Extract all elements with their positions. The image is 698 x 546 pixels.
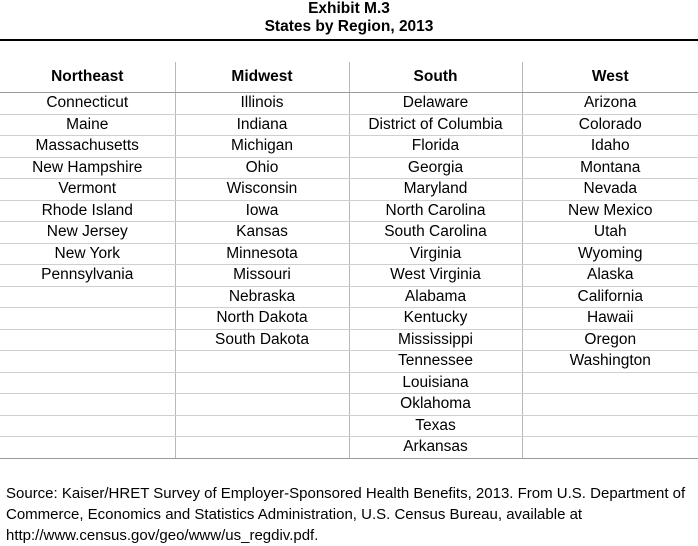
state-cell-northeast: Vermont (0, 179, 175, 201)
column-header-northeast: Northeast (0, 62, 175, 93)
state-cell-west: Idaho (522, 136, 698, 158)
state-cell-west: New Mexico (522, 200, 698, 222)
state-cell-northeast: Rhode Island (0, 200, 175, 222)
state-cell-northeast: Maine (0, 114, 175, 136)
state-cell-midwest: Kansas (175, 222, 349, 244)
state-cell-west: Oregon (522, 329, 698, 351)
state-cell-midwest: Michigan (175, 136, 349, 158)
source-note: Source: Kaiser/HRET Survey of Employer-Sponsored Health Benefits, 2013. From U.S. Department of Commerce, Economics and Statistics Administration, U.S. Census Bureau, available at http://www.census.gov/geo/www/us_regdiv.pdf. (6, 485, 686, 544)
state-cell-south: Arkansas (349, 437, 522, 459)
state-cell-midwest: North Dakota (175, 308, 349, 330)
exhibit-title-block (0, 0, 698, 36)
table-row (0, 136, 698, 158)
exhibit-subtitle: States by Region, 2013 (264, 18, 434, 35)
state-cell-midwest (175, 415, 349, 437)
state-cell-west: Colorado (522, 114, 698, 136)
column-header-south: South (349, 62, 522, 93)
table-row (0, 372, 698, 394)
state-cell-south: District of Columbia (349, 114, 522, 136)
state-cell-northeast (0, 437, 175, 459)
state-cell-south: Florida (349, 136, 522, 158)
state-cell-south: North Carolina (349, 200, 522, 222)
table-row (0, 286, 698, 308)
table-row (0, 179, 698, 201)
state-cell-south: Mississippi (349, 329, 522, 351)
table-row (0, 437, 698, 459)
state-cell-south: Alabama (349, 286, 522, 308)
state-cell-west: Wyoming (522, 243, 698, 265)
table-body (0, 93, 698, 459)
state-cell-northeast (0, 286, 175, 308)
state-cell-south: Maryland (349, 179, 522, 201)
state-cell-west (522, 394, 698, 416)
states-by-region-table (0, 62, 698, 459)
exhibit-label: Exhibit M.3 (308, 0, 390, 17)
column-header-midwest: Midwest (175, 62, 349, 93)
state-cell-west (522, 437, 698, 459)
table-row (0, 243, 698, 265)
state-cell-midwest: Indiana (175, 114, 349, 136)
state-cell-south: Oklahoma (349, 394, 522, 416)
table-row (0, 93, 698, 115)
state-cell-south: Louisiana (349, 372, 522, 394)
state-cell-south: West Virginia (349, 265, 522, 287)
state-cell-midwest (175, 437, 349, 459)
table-row (0, 351, 698, 373)
state-cell-west: Alaska (522, 265, 698, 287)
state-cell-midwest: South Dakota (175, 329, 349, 351)
state-cell-south: Kentucky (349, 308, 522, 330)
state-cell-midwest (175, 372, 349, 394)
table-row (0, 308, 698, 330)
table-row (0, 222, 698, 244)
state-cell-midwest: Illinois (175, 93, 349, 115)
state-cell-midwest: Nebraska (175, 286, 349, 308)
state-cell-south: Georgia (349, 157, 522, 179)
state-cell-west: Utah (522, 222, 698, 244)
state-cell-midwest (175, 351, 349, 373)
state-cell-west: Arizona (522, 93, 698, 115)
state-cell-west: Nevada (522, 179, 698, 201)
state-cell-northeast (0, 329, 175, 351)
table-row (0, 200, 698, 222)
table-row (0, 265, 698, 287)
column-header-west: West (522, 62, 698, 93)
state-cell-northeast: New York (0, 243, 175, 265)
state-cell-midwest (175, 394, 349, 416)
state-cell-west (522, 415, 698, 437)
state-cell-northeast: New Jersey (0, 222, 175, 244)
state-cell-west: Hawaii (522, 308, 698, 330)
table-row (0, 394, 698, 416)
state-cell-south: Delaware (349, 93, 522, 115)
state-cell-northeast: Connecticut (0, 93, 175, 115)
state-cell-northeast: Pennsylvania (0, 265, 175, 287)
state-cell-south: Texas (349, 415, 522, 437)
state-cell-northeast (0, 351, 175, 373)
state-cell-northeast: Massachusetts (0, 136, 175, 158)
title-divider (0, 39, 698, 41)
state-cell-northeast: New Hampshire (0, 157, 175, 179)
state-cell-west: Washington (522, 351, 698, 373)
state-cell-midwest: Wisconsin (175, 179, 349, 201)
state-cell-south: Virginia (349, 243, 522, 265)
table-row (0, 329, 698, 351)
state-cell-south: South Carolina (349, 222, 522, 244)
state-cell-midwest: Missouri (175, 265, 349, 287)
state-cell-northeast (0, 394, 175, 416)
state-cell-south: Tennessee (349, 351, 522, 373)
table-row (0, 415, 698, 437)
table-row (0, 157, 698, 179)
state-cell-west: Montana (522, 157, 698, 179)
state-cell-northeast (0, 415, 175, 437)
state-cell-west (522, 372, 698, 394)
state-cell-midwest: Iowa (175, 200, 349, 222)
state-cell-midwest: Minnesota (175, 243, 349, 265)
state-cell-northeast (0, 308, 175, 330)
header-row (0, 62, 698, 93)
state-cell-northeast (0, 372, 175, 394)
table-row (0, 114, 698, 136)
state-cell-midwest: Ohio (175, 157, 349, 179)
state-cell-west: California (522, 286, 698, 308)
